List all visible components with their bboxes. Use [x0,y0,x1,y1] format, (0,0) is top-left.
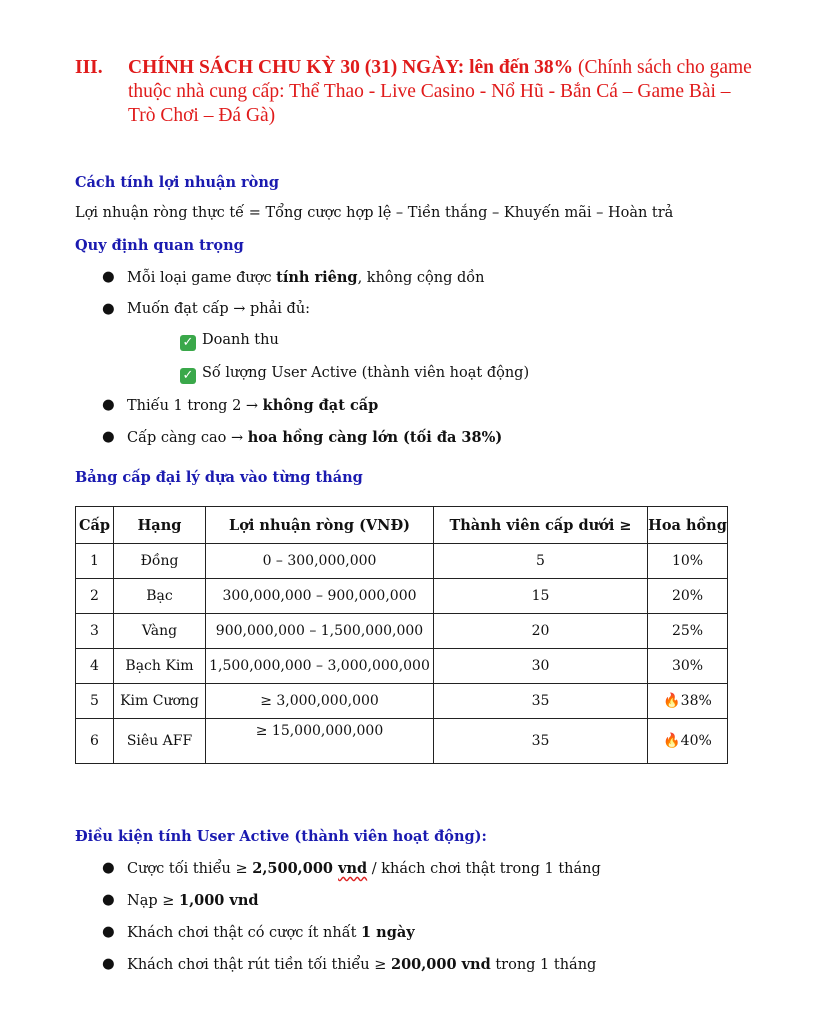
cell-level: 5 [76,684,114,719]
cell-members: 20 [434,614,648,649]
cell-level: 4 [76,649,114,684]
table-row [76,579,728,614]
col-header-rank: Hạng [114,507,206,544]
bullet-dot: ● [102,924,115,940]
cell-rank: Vàng [114,614,206,649]
table-row [76,544,728,579]
cell-profit: ≥ 15,000,000,000 [206,719,434,764]
net-profit-formula: Lợi nhuận ròng thực tế = Tổng cược hợp lệ – Tiền thắng – Khuyến mãi – Hoàn trả [75,205,674,221]
rules-bullet-3-bold: không đạt cấp [262,397,379,414]
cell-profit: 900,000,000 – 1,500,000,000 [206,614,434,649]
cell-commission-value: 38% [680,693,712,709]
user-active-bullet-3-bold: 1 ngày [361,924,415,941]
cell-rank: Bạch Kim [114,649,206,684]
cell-members: 30 [434,649,648,684]
user-active-bullet-4-bold: 200,000 vnd [390,956,491,973]
rules-bullet-4-text: Cấp càng cao → [127,430,248,446]
col-header-members: Thành viên cấp dưới ≥ [434,507,648,544]
section-title-rest: (Chính sách cho game thuộc nhà cung cấp: Thể Thao - Live Casino - Nổ Hũ - Bắn Cá – Game Bài – Trò Chơi – Đá Gà) [128,57,752,126]
bullet-dot: ● [102,892,115,908]
cell-commission-value: 40% [680,733,712,749]
cell-members: 35 [434,684,648,719]
cell-members: 35 [434,719,648,764]
user-active-heading: Điều kiện tính User Active (thành viên hoạt động): [75,828,487,845]
cell-members: 15 [434,579,648,614]
user-active-bullet-1-end: / khách chơi thật trong 1 tháng [367,861,601,877]
cell-rank: Kim Cương [114,684,206,719]
rules-check-2 [180,365,529,384]
section-heading [75,56,755,128]
cell-members: 5 [434,544,648,579]
rules-bullet-2-text: Muốn đạt cấp → phải đủ: [127,301,311,317]
cell-commission [648,684,728,719]
rules-heading: Quy định quan trọng [75,237,244,254]
section-title-bold: CHÍNH SÁCH CHU KỲ 30 (31) NGÀY: lên đến 38% [128,57,574,78]
cell-level: 6 [76,719,114,764]
cell-level: 1 [76,544,114,579]
agent-level-table [75,506,728,764]
table-row [76,719,728,764]
cell-level: 2 [76,579,114,614]
table-header-row [76,507,728,544]
table-heading: Bảng cấp đại lý dựa vào từng tháng [75,469,363,486]
fire-icon: 🔥 [663,733,681,749]
table-row [76,649,728,684]
fire-icon: 🔥 [663,693,681,709]
bullet-dot: ● [102,269,115,285]
bullet-dot: ● [102,429,115,445]
rules-bullet-1-bold: tính riêng [276,269,358,286]
rules-bullet-3-text: Thiếu 1 trong 2 → [127,398,263,414]
bullet-dot: ● [102,956,115,972]
bullet-dot: ● [102,397,115,413]
table-row [76,684,728,719]
col-header-level: Cấp [76,507,114,544]
section-number: III. [75,57,103,78]
rules-bullet-1-end: , không cộng dồn [357,270,485,286]
col-header-profit: Lợi nhuận ròng (VNĐ) [206,507,434,544]
cell-profit: 300,000,000 – 900,000,000 [206,579,434,614]
cell-level: 3 [76,614,114,649]
cell-profit: 0 – 300,000,000 [206,544,434,579]
user-active-bullet-1-text: Cược tối thiểu ≥ [127,861,253,877]
bullet-dot: ● [102,860,115,876]
cell-commission [648,719,728,764]
user-active-bullet-4-end: trong 1 tháng [490,957,597,973]
user-active-bullet-1-bold: 2,500,000 [252,860,339,877]
cell-commission: 30% [648,649,728,684]
table-row [76,614,728,649]
user-active-bullet-4-text: Khách chơi thật rút tiền tối thiểu ≥ [127,957,391,973]
user-active-bullet-2-bold: 1,000 vnd [178,892,259,909]
net-profit-heading: Cách tính lợi nhuận ròng [75,174,280,191]
cell-profit: 1,500,000,000 – 3,000,000,000 [206,649,434,684]
cell-rank: Siêu AFF [114,719,206,764]
rules-check-1-text: Doanh thu [202,332,279,348]
check-mark-icon: ✓ [180,368,196,384]
rules-check-1 [180,332,279,351]
rules-check-2-text: Số lượng User Active (thành viên hoạt động) [202,365,530,381]
user-active-bullet-3-text: Khách chơi thật có cược ít nhất [127,925,362,941]
cell-commission: 20% [648,579,728,614]
cell-rank: Bạc [114,579,206,614]
cell-commission: 10% [648,544,728,579]
user-active-bullet-2-text: Nạp ≥ [127,893,179,909]
bullet-dot: ● [102,301,115,317]
user-active-bullet-1-unit: vnd [338,860,368,877]
cell-commission: 25% [648,614,728,649]
check-mark-icon: ✓ [180,335,196,351]
cell-profit: ≥ 3,000,000,000 [206,684,434,719]
col-header-commission: Hoa hồng [648,507,728,544]
rules-bullet-1-text: Mỗi loại game được [127,270,277,286]
cell-rank: Đồng [114,544,206,579]
rules-bullet-4-bold: hoa hồng càng lớn (tối đa 38%) [247,429,503,446]
section-title [128,56,755,128]
